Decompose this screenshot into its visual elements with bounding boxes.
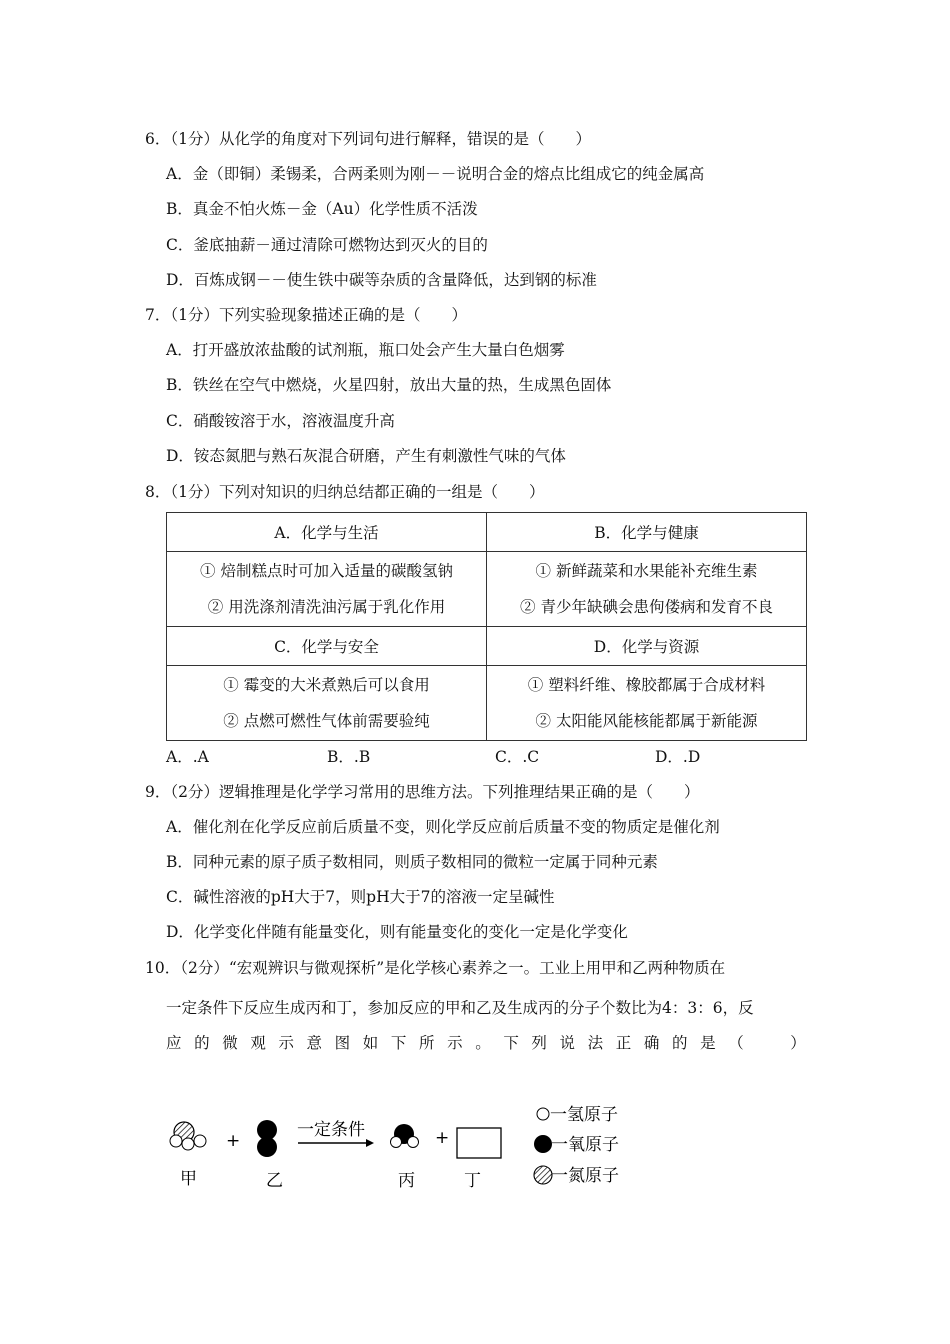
q6-option-c: C．釜底抽薪－通过清除可燃物达到灭火的目的 [166, 236, 488, 254]
q7-option-c: C．硝酸铵溶于水，溶液温度升高 [166, 412, 395, 430]
table-item: ① 塑料纤维、橡胶都属于合成材料 [527, 676, 766, 694]
molecule-bing-icon [391, 1124, 419, 1148]
unknown-product-box [457, 1128, 501, 1158]
table-head-a: A．化学与生活 [167, 513, 487, 552]
table-head-b: B．化学与健康 [487, 513, 807, 552]
table-item: ② 点燃可燃性气体前需要验纯 [223, 712, 430, 730]
legend-hydrogen: 一氢原子 [550, 1105, 618, 1125]
q8-option-c: C．.C [495, 748, 540, 766]
label-yi: 乙 [266, 1171, 283, 1191]
table-head-d: D．化学与资源 [487, 627, 807, 666]
table-item: ① 新鲜蔬菜和水果能补充维生素 [535, 562, 758, 580]
table-item: ② 太阳能风能核能都属于新能源 [535, 712, 758, 730]
q6-option-a: A．金（即铜）柔锡柔，合两柔则为刚－－说明合金的熔点比组成它的纯金属高 [166, 165, 705, 183]
table-cell-b [487, 552, 807, 627]
q10-stem-line3: 应 的 微 观 示 意 图 如 下 所 示 。 下 列 说 法 正 确 的 是 （ ） [166, 1034, 806, 1052]
hydrogen-atom-icon [537, 1108, 549, 1120]
q7-option-a: A．打开盛放浓盐酸的试剂瓶，瓶口处会产生大量白色烟雾 [166, 341, 565, 359]
legend-oxygen: 一氧原子 [551, 1135, 619, 1155]
table-item: ② 用洗涤剂清洗油污属于乳化作用 [207, 598, 446, 616]
label-bing: 丙 [398, 1171, 415, 1191]
label-ding: 丁 [464, 1171, 481, 1191]
q8-knowledge-table [166, 512, 807, 741]
q9-option-c: C．碱性溶液的pH大于7，则pH大于7的溶液一定呈碱性 [166, 888, 555, 906]
q8-stem: 8．（1分）下列对知识的归纳总结都正确的一组是（ ） [145, 483, 545, 501]
plus-sign: + [435, 1128, 450, 1148]
legend-nitrogen: 一氮原子 [551, 1166, 619, 1186]
q6-option-b: B．真金不怕火炼－金（Au）化学性质不活泼 [166, 200, 478, 218]
table-item: ① 焙制糕点时可加入适量的碳酸氢钠 [200, 562, 453, 580]
table-cell-d [487, 666, 807, 741]
q10-stem-line2: 一定条件下反应生成丙和丁，参加反应的甲和乙及生成丙的分子个数比为4：3：6，反 [166, 999, 754, 1017]
q10-stem-line1: 10．（2分）“宏观辨识与微观探析”是化学核心素养之一。工业上用甲和乙两种物质在 [145, 959, 726, 977]
oxygen-atom-icon [534, 1135, 552, 1153]
q6-stem: 6．（1分）从化学的角度对下列词句进行解释，错误的是（ ） [145, 130, 591, 148]
q9-option-a: A．催化剂在化学反应前后质量不变，则化学反应前后质量不变的物质定是催化剂 [166, 818, 720, 836]
q7-stem: 7．（1分）下列实验现象描述正确的是（ ） [145, 306, 467, 324]
q7-option-d: D．铵态氮肥与熟石灰混合研磨，产生有刺激性气味的气体 [166, 447, 566, 465]
molecule-yi-icon [257, 1120, 277, 1157]
nitrogen-atom-icon [534, 1166, 552, 1184]
q8-option-d: D．.D [655, 748, 701, 766]
table-cell-c [167, 666, 487, 741]
q6-option-d: D．百炼成钢－－使生铁中碳等杂质的含量降低，达到钢的标准 [166, 271, 597, 289]
molecule-jia-icon [170, 1122, 206, 1150]
table-cell-a [167, 552, 487, 627]
arrow-right-icon [298, 1139, 374, 1147]
table-head-c: C．化学与安全 [167, 627, 487, 666]
plus-sign: + [226, 1131, 241, 1151]
q9-option-b: B．同种元素的原子质子数相同，则质子数相同的微粒一定属于同种元素 [166, 853, 658, 871]
table-item: ② 青少年缺碘会患佝偻病和发育不良 [520, 598, 773, 616]
reaction-diagram [160, 1090, 640, 1200]
q7-option-b: B．铁丝在空气中燃烧，火星四射，放出大量的热，生成黑色固体 [166, 376, 612, 394]
q8-option-b: B．.B [327, 748, 371, 766]
reaction-condition: 一定条件 [297, 1120, 365, 1140]
q9-option-d: D．化学变化伴随有能量变化，则有能量变化的变化一定是化学变化 [166, 923, 628, 941]
label-jia: 甲 [180, 1169, 197, 1189]
q9-stem: 9．（2分）逻辑推理是化学学习常用的思维方法。下列推理结果正确的是（ ） [145, 783, 700, 801]
q8-option-a: A．.A [166, 748, 209, 766]
table-item: ① 霉变的大米煮熟后可以食用 [223, 676, 430, 694]
